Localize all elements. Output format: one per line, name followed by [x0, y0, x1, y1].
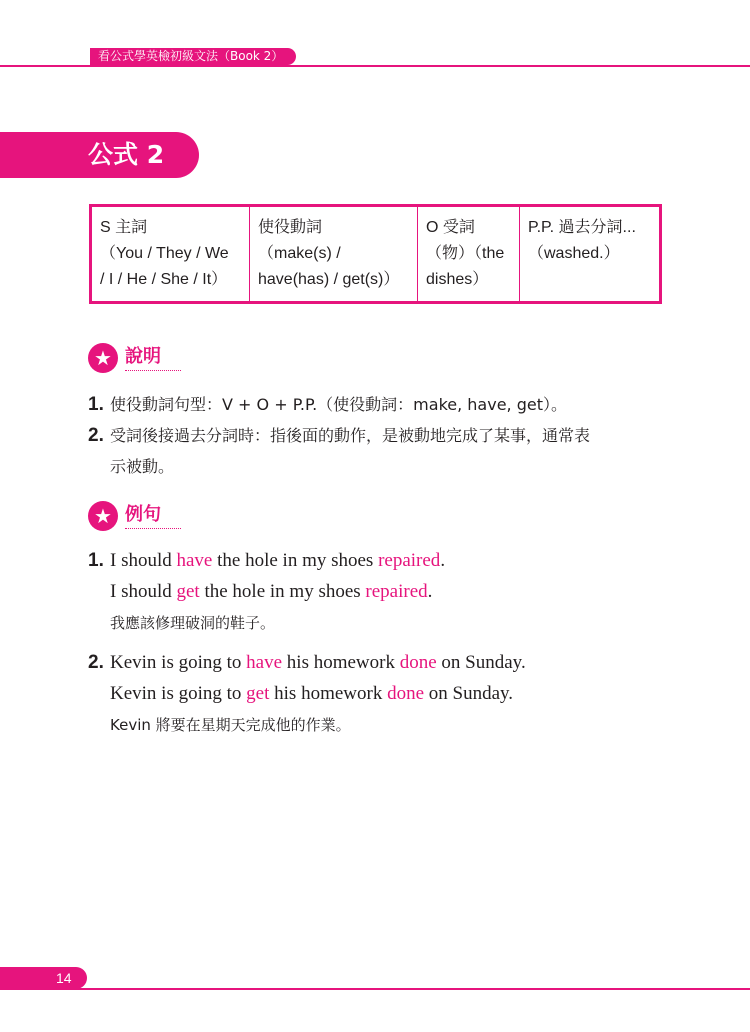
cell-line: O 受詞	[426, 219, 475, 236]
item-number: 1.	[88, 394, 104, 415]
sentence-text: I should	[110, 581, 177, 602]
formula-table	[89, 204, 662, 304]
sentence-text: .	[427, 581, 433, 602]
sentence-text: Kevin is going to	[110, 652, 247, 673]
causative-verb: have	[246, 652, 283, 673]
cell-line: （washed.）	[528, 245, 620, 262]
sentence-text: his homework	[282, 652, 400, 673]
cell-line: P.P. 過去分詞...	[528, 219, 636, 236]
explanation-text: 示被動。	[110, 457, 175, 476]
cell-line: dishes）	[426, 271, 489, 288]
explanation-title: 說明	[125, 346, 181, 371]
cell-line: （物）（the	[426, 245, 505, 262]
sentence-text: the hole in my shoes	[212, 550, 379, 571]
item-number: 1.	[88, 550, 104, 571]
sentence-text: on Sunday.	[424, 683, 514, 704]
sentence-text: I should	[110, 550, 177, 571]
explanation-heading	[88, 343, 181, 373]
page-tab	[0, 967, 87, 989]
cell-line: have(has) / get(s)）	[258, 271, 400, 288]
star-icon: ★	[88, 343, 118, 373]
past-participle: done	[399, 652, 437, 673]
explanation-text: 使役動詞句型：V + O + P.P.（使役動詞：make, have, get）。	[110, 395, 567, 414]
example-sentence	[110, 580, 432, 604]
formula-cell-subject	[92, 207, 250, 301]
sentence-text: the hole in my shoes	[199, 581, 366, 602]
sentence-text: .	[440, 550, 446, 571]
cell-line: （make(s) /	[258, 245, 341, 262]
page-number: 14	[56, 970, 72, 986]
example-translation: Kevin 將要在星期天完成他的作業。	[110, 716, 351, 734]
causative-verb: have	[176, 550, 213, 571]
past-participle: repaired	[365, 581, 428, 602]
examples-heading	[88, 501, 181, 531]
formula-cell-causative	[250, 207, 418, 301]
example-sentence	[110, 549, 445, 573]
cell-line: S 主詞	[100, 219, 148, 236]
sentence-text: on Sunday.	[436, 652, 526, 673]
star-icon: ★	[88, 501, 118, 531]
causative-verb: get	[246, 683, 270, 704]
book-title: 看公式學英檢初級文法（Book 2）	[98, 49, 284, 63]
example-translation: 我應該修理破洞的鞋子。	[110, 614, 276, 632]
sentence-text: his homework	[269, 683, 388, 704]
footer-rule	[0, 988, 750, 990]
past-participle: done	[387, 683, 425, 704]
item-number: 2.	[88, 652, 104, 673]
header-rule	[0, 65, 750, 67]
example-sentence	[110, 651, 526, 675]
examples-title: 例句	[125, 504, 181, 529]
cell-line: （You / They / We	[100, 245, 229, 262]
formula-label: 公式 2	[88, 140, 165, 169]
sentence-text: Kevin is going to	[110, 683, 247, 704]
cell-line: / I / He / She / It）	[100, 271, 228, 288]
item-number: 2.	[88, 425, 104, 446]
example-sentence	[110, 682, 513, 706]
causative-verb: get	[176, 581, 200, 602]
explanation-text: 受詞後接過去分詞時：指後面的動作，是被動地完成了某事，通常表	[110, 426, 591, 445]
formula-cell-past-participle	[520, 207, 659, 301]
formula-cell-object	[418, 207, 520, 301]
cell-line: 使役動詞	[258, 219, 323, 236]
past-participle: repaired	[378, 550, 441, 571]
